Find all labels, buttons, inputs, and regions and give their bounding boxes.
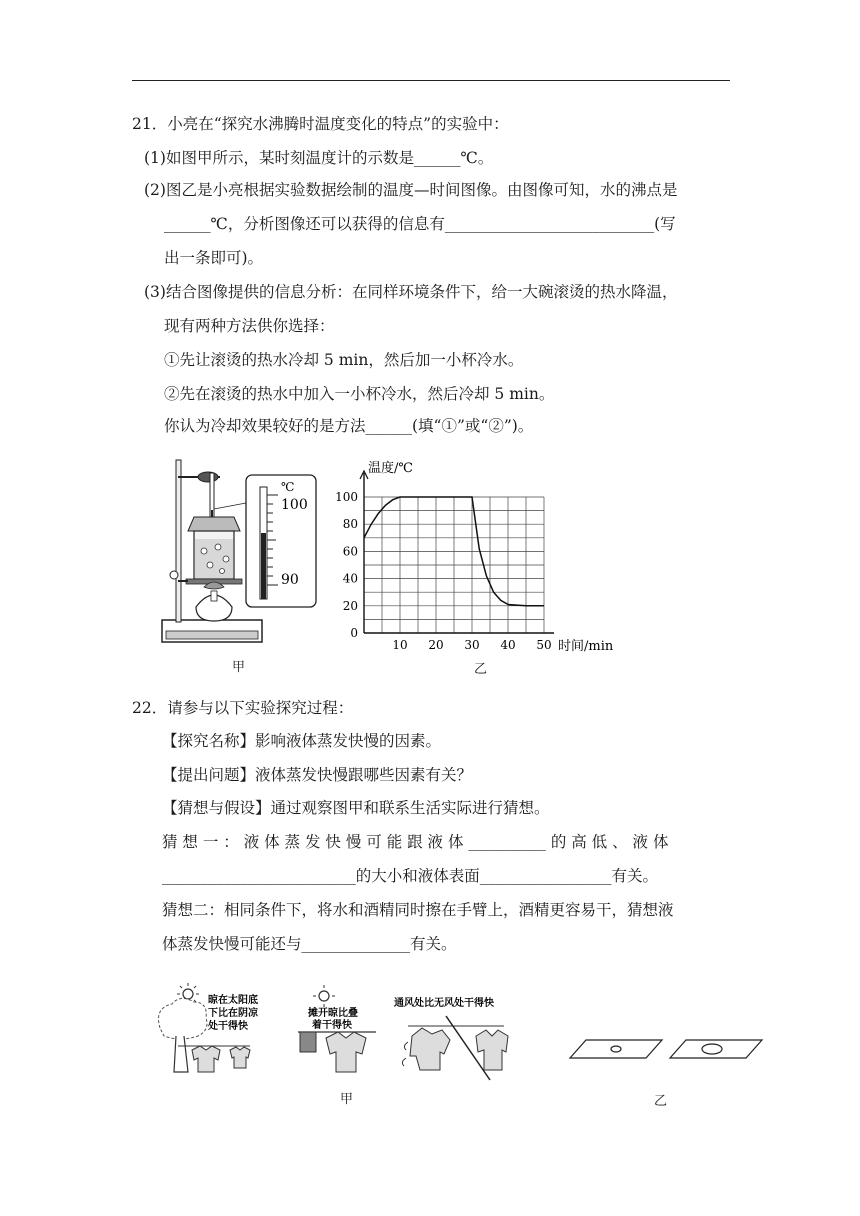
q21-part3-line3: 你认为冷却效果较好的是方法______(填“①”或“②”)。 (164, 417, 534, 435)
windblown-shirt-icon (410, 1028, 450, 1070)
q22-guess2-line2: 体蒸发快慢可能还与______________有关。 (162, 935, 457, 953)
q21-part1: (1)如图甲所示，某时刻温度计的示数是______℃。 (144, 149, 494, 167)
caption2-line2: 着干得快 (312, 1020, 352, 1031)
thermo-unit-label: ℃ (281, 480, 295, 494)
y-tick-label: 20 (342, 598, 358, 613)
q22-title: 22．请参与以下实验探究过程： (132, 699, 354, 717)
y-tick-label: 100 (335, 490, 358, 504)
q21-method1: ①先让滚烫的热水冷却 5 min，然后加一小杯冷水。 (164, 351, 524, 369)
chart-x-label: 时间/min (558, 639, 614, 654)
x-tick-label: 40 (500, 638, 516, 652)
tree-icon (159, 998, 208, 1039)
q22-name: 【探究名称】影响液体蒸发快慢的因素。 (162, 732, 442, 750)
q22-question: 【提出问题】液体蒸发快慢跟哪些因素有关？ (162, 766, 473, 784)
boiling-apparatus-figure (160, 455, 320, 650)
q22-hypothesis: 【猜想与假设】通过观察图甲和联系生活实际进行猜想。 (162, 799, 550, 817)
liquid-drops-figure (566, 1030, 756, 1070)
x-tick-label: 10 (392, 638, 408, 652)
q22-fig-yi-caption: 乙 (654, 1094, 668, 1109)
temperature-time-chart (335, 458, 640, 658)
caption1-line3: 处干得快 (208, 1021, 248, 1032)
q21-title: 21．小亮在“探究水沸腾时温度变化的特点”的实验中： (132, 115, 509, 133)
large-drop (702, 1044, 722, 1054)
fig-jia-caption: 甲 (232, 660, 246, 675)
evaporation-illustrations (150, 980, 530, 1085)
caption1-line1: 晾在太阳底 (208, 995, 258, 1006)
folded-cloth-icon (300, 1032, 316, 1052)
y-tick-label: 0 (350, 626, 358, 640)
caption1-line2: 下比在阴凉 (208, 1008, 258, 1019)
caption2-line1: 摊开晾比叠 (308, 1008, 358, 1019)
q21-part3-line1: (3)结合图像提供的信息分析：在同样环境条件下，给一大碗滚烫的热水降温， (144, 283, 678, 301)
thermo-bottom-label: 90 (281, 572, 299, 588)
chart-y-label: 温度/℃ (368, 461, 413, 476)
y-tick-label: 60 (342, 544, 358, 559)
q22-fig-jia-caption: 甲 (340, 1092, 354, 1107)
q22-guess1-line2: _________________________的大小和液体表面_________________有关。 (162, 867, 659, 885)
x-tick-label: 20 (428, 638, 444, 652)
y-tick-label: 80 (342, 517, 358, 532)
fig-yi-caption: 乙 (474, 662, 488, 677)
q21-method2: ②先在滚烫的热水中加入一小杯冷水，然后冷却 5 min。 (164, 385, 555, 403)
q21-part2-line3: 出一条即可)。 (164, 249, 264, 267)
header-rule (132, 80, 730, 81)
x-tick-label: 30 (464, 638, 480, 652)
q22-guess1-line1: 猜 想 一 ： 液 体 蒸 发 快 慢 可 能 跟 液 体 __________ 的 高 低 、 液 体 (162, 833, 669, 851)
q21-part3-line2: 现有两种方法供你选择： (164, 317, 335, 335)
thermo-top-label: 100 (281, 497, 308, 513)
shirt-icon (476, 1030, 508, 1070)
y-tick-label: 40 (342, 571, 358, 586)
x-tick-label: 50 (536, 638, 552, 652)
q22-guess2-line1: 猜想二：相同条件下，将水和酒精同时擦在手臂上，酒精更容易干，猜想液 (162, 901, 674, 919)
small-drop (611, 1046, 621, 1052)
caption3: 通风处比无风处干得快 (394, 998, 494, 1009)
shirt-icon (230, 1047, 250, 1068)
q21-part2-line2: ______℃，分析图像还可以获得的信息有___________________________(写 (164, 215, 676, 233)
sun-icon (313, 985, 335, 1007)
shirt-icon (192, 1046, 220, 1072)
q21-part2-line1: (2)图乙是小亮根据实验数据绘制的温度—时间图像。由图像可知，水的沸点是 (144, 181, 678, 199)
shirt-icon (326, 1032, 366, 1072)
